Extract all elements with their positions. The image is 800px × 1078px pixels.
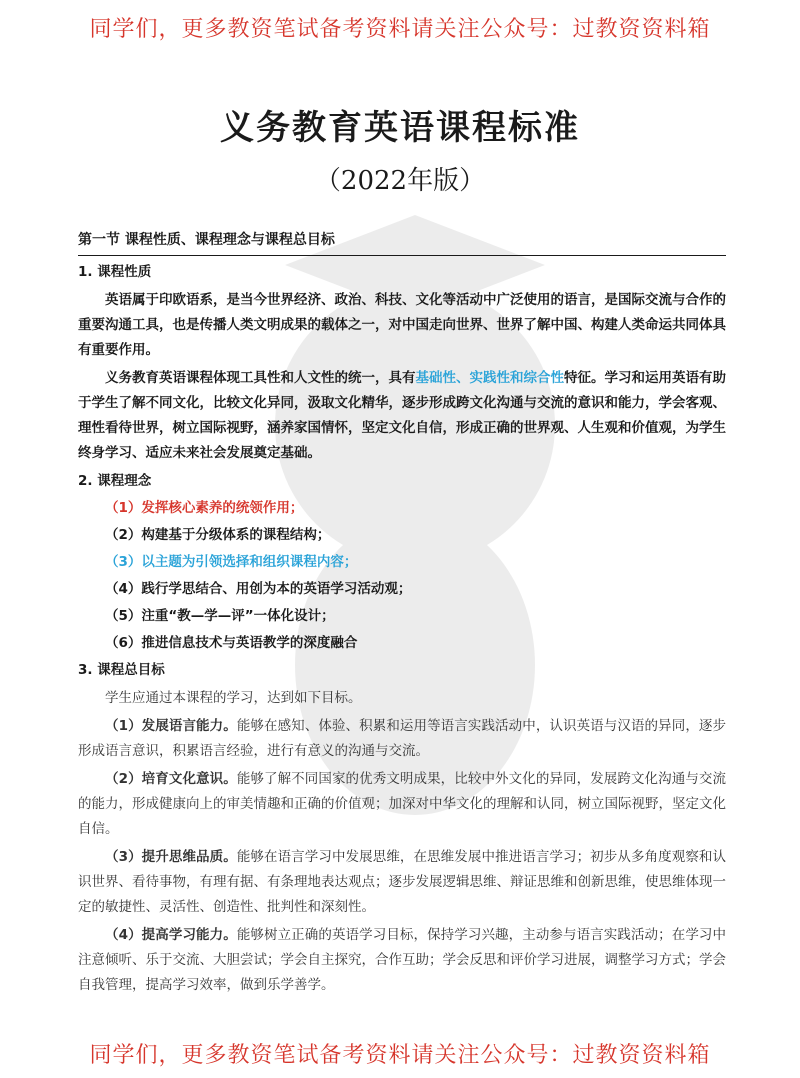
list-item: （2）构建基于分级体系的课程结构； [105, 527, 331, 543]
list-item: （3）以主题为引领选择和组织课程内容； [105, 554, 358, 570]
goal-item [78, 923, 726, 998]
paragraph [78, 366, 726, 466]
goal-item [78, 845, 726, 920]
goal-label: （2）培育文化意识。 [105, 771, 237, 787]
paragraph: 学生应通过本课程的学习，达到如下目标。 [105, 690, 362, 706]
highlight-text: 基础性、实践性和综合性 [415, 370, 564, 386]
document-body [78, 228, 726, 1001]
section-heading: 第一节 课程性质、课程理念与课程总目标 [78, 228, 726, 256]
document-subtitle: （2022年版） [314, 166, 486, 196]
subheading-goals: 3. 课程总目标 [78, 662, 165, 678]
goal-label: （4）提高学习能力。 [105, 927, 237, 943]
subheading-nature: 1. 课程性质 [78, 264, 152, 280]
promo-banner-top: 同学们，更多教资笔试备考资料请关注公众号：过教资资料箱 [89, 17, 711, 42]
promo-banner-bottom: 同学们，更多教资笔试备考资料请关注公众号：过教资资料箱 [89, 1043, 711, 1068]
goal-text: 能够在语言学习中发展思维，在思维发展中推进语言学习；初步从多角度观察和认识世界、看待事物，有理有据、有条理地表达观点；逐步发展逻辑思维、辩证思维和创新思维，使思维体现一定的敏捷性、灵活性、创造性、批判性和深刻性。 [78, 849, 726, 915]
goal-text: 能够树立正确的英语学习目标，保持学习兴趣，主动参与语言实践活动；在学习中注意倾听、乐于交流、大胆尝试；学会自主探究，合作互助；学会反思和评价学习进展，调整学习方式；学会自我管理，提高学习效率，做到乐学善学。 [78, 927, 726, 993]
list-item: （4）践行学思结合、用创为本的英语学习活动观； [105, 581, 412, 597]
paragraph: 英语属于印欧语系，是当今世界经济、政治、科技、文化等活动中广泛使用的语言，是国际交流与合作的重要沟通工具，也是传播人类文明成果的载体之一，对中国走向世界、世界了解中国、构建人类命运共同体具有重要作用。 [78, 292, 726, 358]
goal-item [78, 714, 726, 764]
goal-label: （1）发展语言能力。 [105, 718, 237, 734]
list-item: （6）推进信息技术与英语教学的深度融合 [105, 635, 358, 651]
list-item: （5）注重“教—学—评”一体化设计； [105, 608, 335, 624]
list-item: （1）发挥核心素养的统领作用； [105, 500, 304, 516]
goal-text: 能够在感知、体验、积累和运用等语言实践活动中，认识英语与汉语的异同，逐步形成语言意识，积累语言经验，进行有意义的沟通与交流。 [78, 718, 726, 759]
goal-item [78, 767, 726, 842]
goal-text: 能够了解不同国家的优秀文明成果，比较中外文化的异同，发展跨文化沟通与交流的能力，形成健康向上的审美情趣和正确的价值观；加深对中华文化的理解和认同，树立国际视野，坚定文化自信。 [78, 771, 726, 837]
subheading-ideas: 2. 课程理念 [78, 473, 152, 489]
goal-label: （3）提升思维品质。 [105, 849, 237, 865]
text-run: 特征。学习和运用英语有助于学生了解不同文化，比较文化异同，汲取文化精华，逐步形成跨文化沟通与交流的意识和能力，学会客观、理性看待世界，树立国际视野，涵养家国情怀，坚定文化自信，形成正确的世界观、人生观和价值观，为学生终身学习、适应未来社会发展奠定基础。 [78, 370, 726, 461]
document-title: 义务教育英语课程标准 [220, 108, 580, 148]
text-run: 义务教育英语课程体现工具性和人文性的统一，具有 [105, 370, 416, 386]
